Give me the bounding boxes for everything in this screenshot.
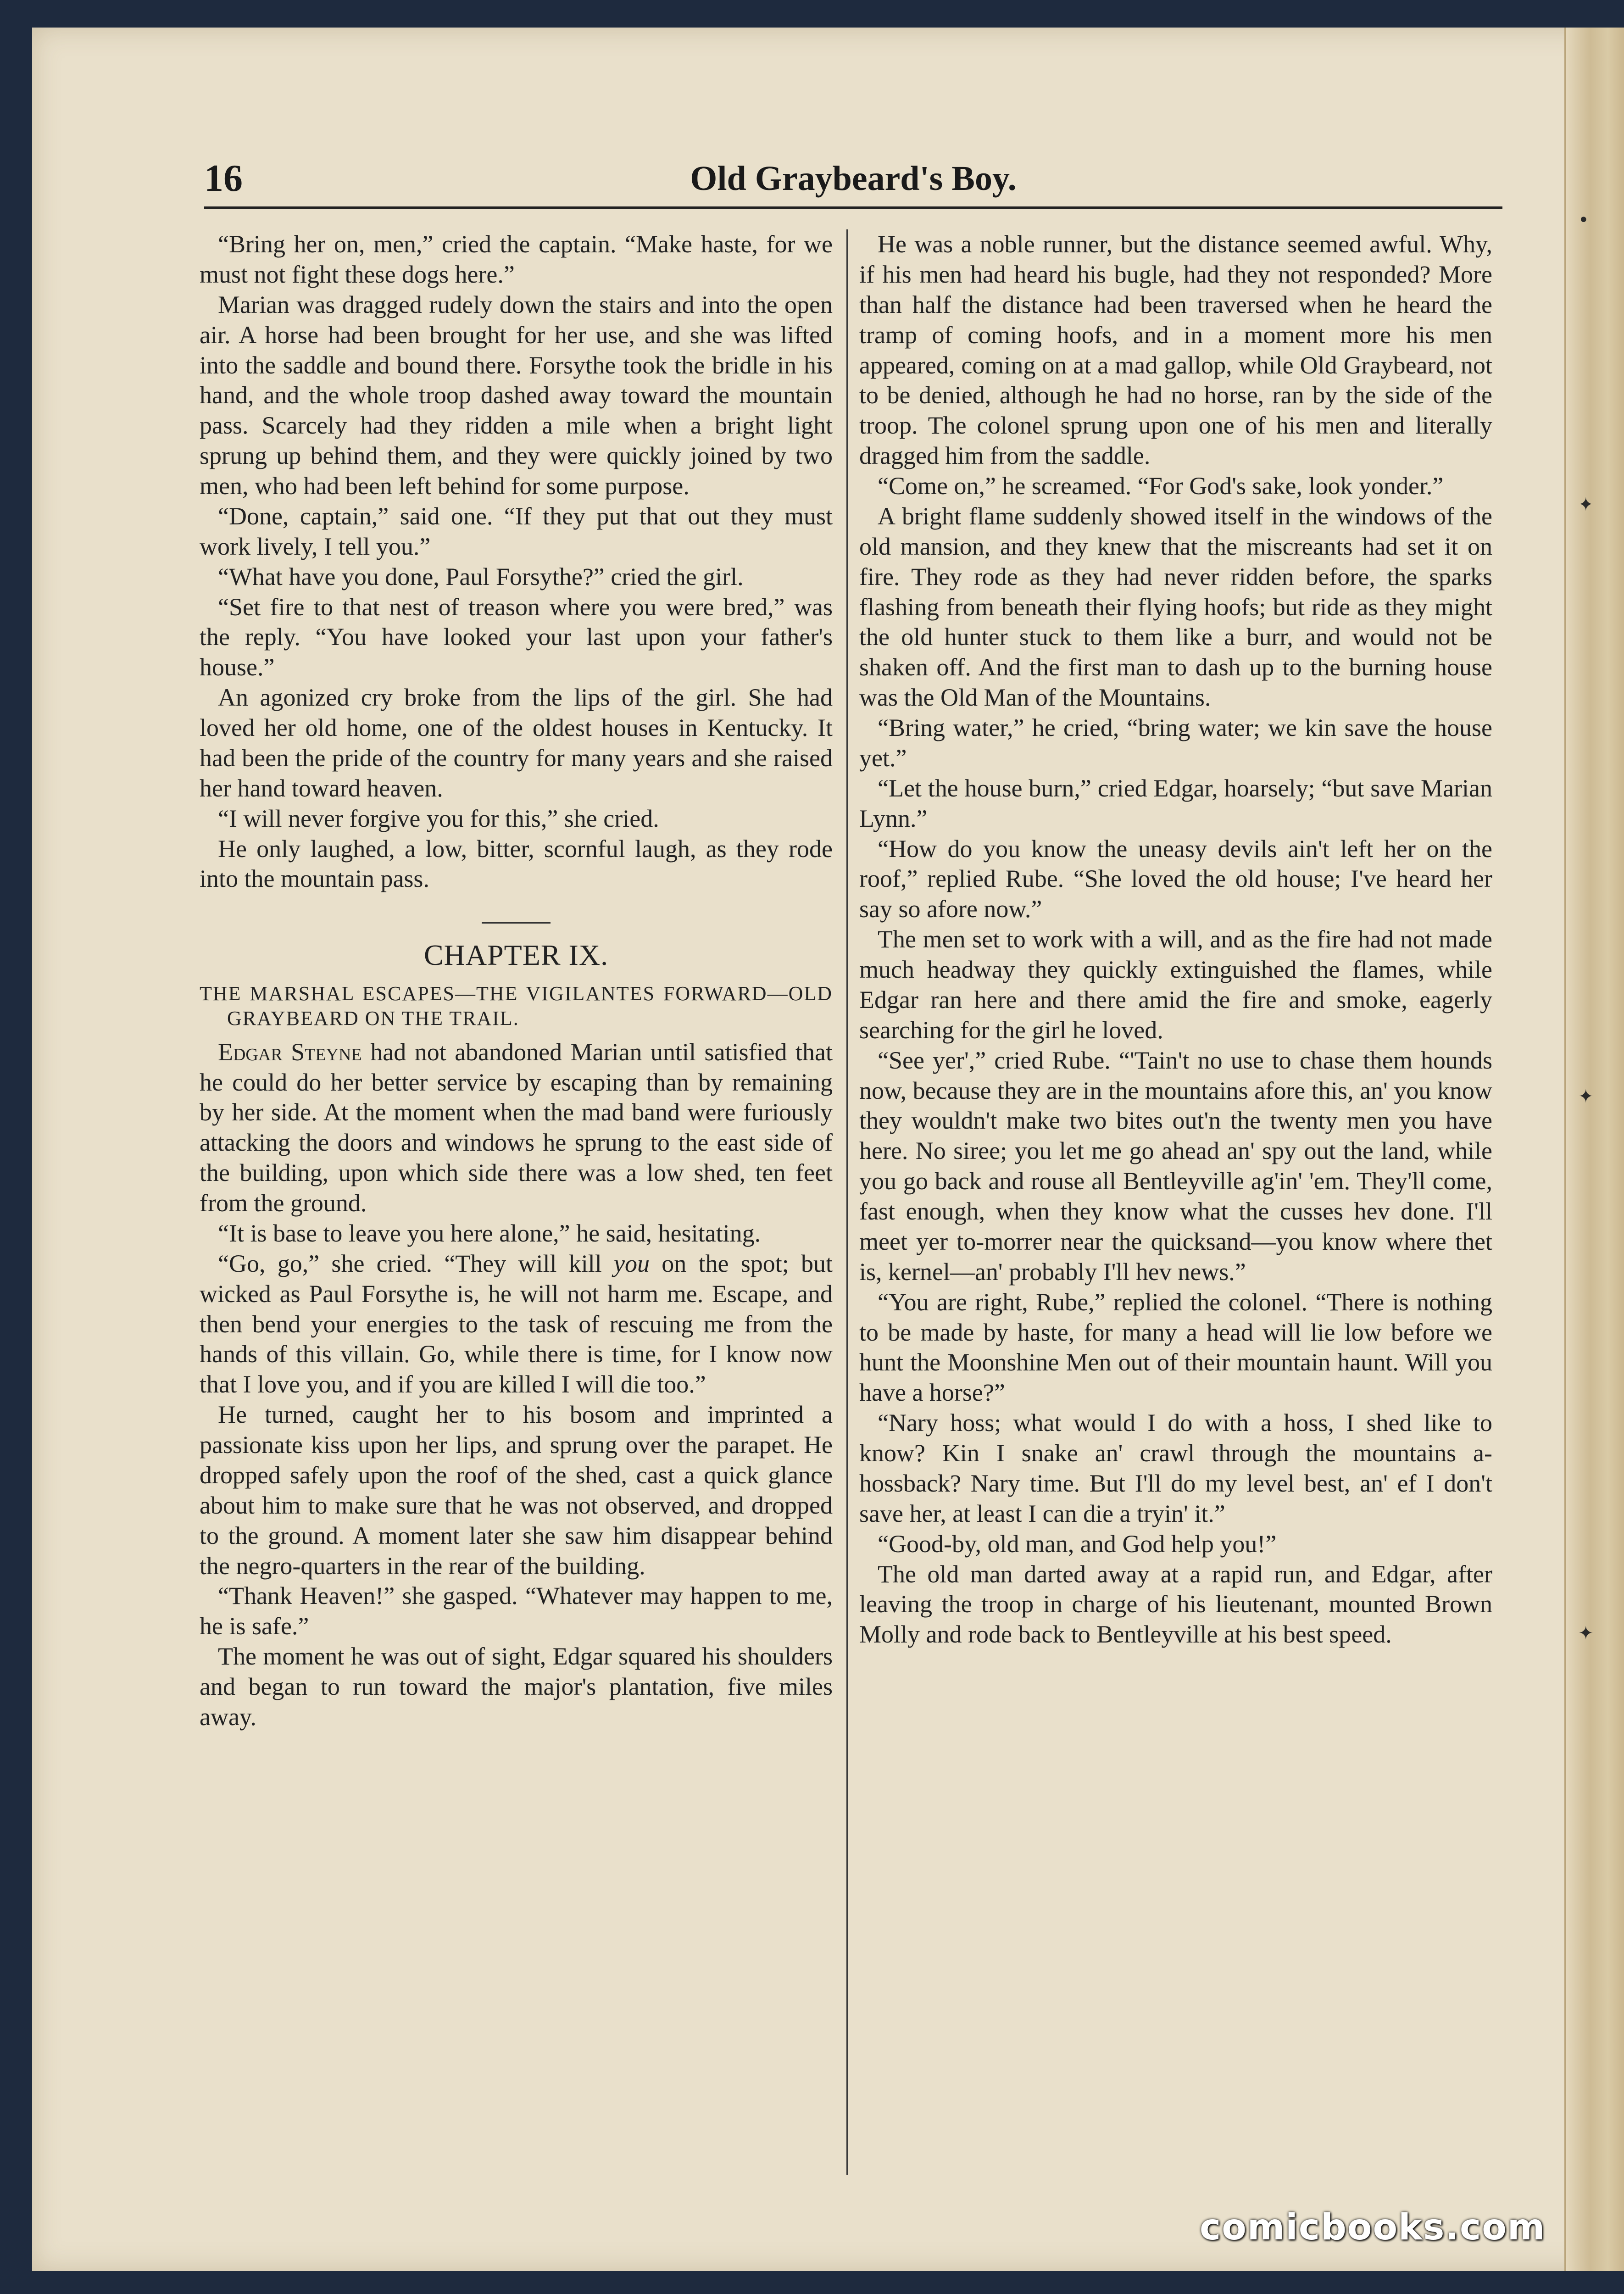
binding-staple-mark: ✦ [1578, 1086, 1594, 1107]
site-watermark: comicbooks.com [1200, 2207, 1546, 2248]
right-column [859, 229, 1492, 2179]
paragraph-text: had not abandoned Marian until satisfied that he could do her better service by escaping than by remaining by her side. At the moment when the mad band were furiously attacking the doors and windows he sprung to the east side of the building, upon which side there was a low shed, ten feet from the ground. [200, 1038, 833, 1217]
paragraph: He was a noble runner, but the distance seemed awful. Why, if his men had heard his bugle, had they not responded? More than half the distance had been traversed when he heard the tramp of coming hoofs, and in a moment more his men appeared, coming on at a mad gallop, while Old Graybeard, not to be denied, although he had no horse, ran by the side of the troop. The colonel sprung upon one of his men and literally dragged him from the saddle. [859, 230, 1492, 470]
emphasis-word: you [614, 1249, 650, 1277]
left-column [200, 229, 833, 2179]
paragraph: “Come on,” he screamed. “For God's sake, look yonder.” [878, 472, 1444, 500]
paragraph-text: “Go, go,” she cried. “They will kill [218, 1249, 614, 1277]
paragraph: “Thank Heaven!” she gasped. “Whatever may happen to me, he is safe.” [200, 1582, 833, 1640]
paragraph: The moment he was out of sight, Edgar squared his shoulders and began to run toward the major's plantation, five miles away. [200, 1643, 833, 1731]
paragraph: Marian was dragged rudely down the stairs and into the open air. A horse had been brought for her use, and she was lifted into the saddle and bound there. Forsythe took the bridle in his hand, and the whole troop dashed away toward the mountain pass. Scarcely had they ridden a mile when a bright light sprung up behind them, and they were quickly joined by two men, who had been left behind for some purpose. [200, 290, 833, 500]
paragraph: “Set fire to that nest of treason where you were bred,” was the reply. “You have looked your last upon your father's house.” [200, 593, 833, 681]
binding-staple-mark: ✦ [1578, 494, 1594, 515]
paragraph [200, 1037, 833, 1219]
paragraph [200, 1249, 833, 1400]
paragraph: He only laughed, a low, bitter, scornful laugh, as they rode into the mountain pass. [200, 835, 833, 893]
running-title: Old Graybeard's Boy. [690, 159, 1017, 198]
paragraph: He turned, caught her to his bosom and imprinted a passionate kiss upon her lips, and sprung over the parapet. He dropped safely upon the roof of the shed, cast a quick glance about him to make sure that he was not observed, and dropped to the ground. A moment later she saw him disappear behind the negro-quarters in the rear of the building. [200, 1401, 833, 1580]
paragraph: “Done, captain,” said one. “If they put that out they must work lively, I tell you.” [200, 502, 833, 560]
paragraph: “Bring water,” he cried, “bring water; we kin save the house yet.” [859, 714, 1492, 772]
page-header [204, 156, 1502, 209]
paragraph: A bright flame suddenly showed itself in the windows of the old mansion, and they knew that the miscreants had set it on fire. They rode as they had never ridden before, the sparks flashing from beneath their flying hoofs; but ride as they might the old hunter stuck to them like a burr, and would not be shaken off. And the first man to dash up to the burning house was the Old Man of the Mountains. [859, 502, 1492, 712]
binding-staple-mark: • [1578, 210, 1589, 231]
binding-staple-mark: ✦ [1578, 1623, 1594, 1644]
column-divider [846, 229, 848, 2175]
paragraph: “How do you know the uneasy devils ain't left her on the roof,” replied Rube. “She loved the old house; I've heard her say so afore now.” [859, 835, 1492, 923]
paragraph: An agonized cry broke from the lips of the girl. She had loved her old home, one of the oldest houses in Kentucky. It had been the pride of the country for many years and she raised her hand toward heaven. [200, 684, 833, 802]
paragraph: “It is base to leave you here alone,” he said, hesitating. [218, 1219, 761, 1247]
paragraph: “Bring her on, men,” cried the captain. “Make haste, for we must not fight these dogs here.” [200, 230, 833, 288]
chapter-subtitle: THE MARSHAL ESCAPES—THE VIGILANTES FORWARD—OLD GRAYBEARD ON THE TRAIL. [200, 982, 833, 1030]
section-divider [482, 922, 551, 924]
paragraph: “What have you done, Paul Forsythe?” cried the girl. [218, 562, 744, 590]
paragraph-text: on the spot; but wicked as Paul Forsythe is, he will not harm me. Escape, and then bend your energies to the task of rescuing me from the hands of this villain. Go, while there is time, for I know now that I love you, and if you are killed I will die too.” [200, 1249, 833, 1398]
lead-in-name: Edgar Steyne [218, 1038, 362, 1066]
paragraph: “You are right, Rube,” replied the colonel. “There is nothing to be made by haste, for many a head will lie low before we hunt the Moonshine Men out of their mountain haunt. Will you have a horse?” [859, 1288, 1492, 1407]
page-stack-edge [1564, 28, 1624, 2271]
paragraph: “See yer',” cried Rube. “'Tain't no use to chase them hounds now, because they are in the mountains afore this, an' you know they wouldn't make two bites out'n the twenty men you have here. No siree; you let me go ahead an' spy out the land, while you go back and rouse all Bentleyville ag'in' 'em. They'll come, fast enough, when they know what the cusses hev done. I'll meet yer to-morrer near the quicksand—you know where thet is, kernel—an' probably I'll hev news.” [859, 1046, 1492, 1286]
paragraph: “Good-by, old man, and God help you!” [878, 1530, 1277, 1558]
chapter-title: CHAPTER IX. [423, 939, 609, 972]
paragraph: The old man darted away at a rapid run, and Edgar, after leaving the troop in charge of his lieutenant, mounted Brown Molly and rode back to Bentleyville at his best speed. [859, 1560, 1492, 1648]
paragraph: “I will never forgive you for this,” she cried. [218, 804, 659, 832]
paragraph: The men set to work with a will, and as the fire had not made much headway they quickly extinguished the flames, while Edgar ran here and there amid the fire and smoke, eagerly searching for the girl he loved. [859, 925, 1492, 1044]
page-number: 16 [204, 157, 243, 200]
paragraph: “Let the house burn,” cried Edgar, hoarsely; “but save Marian Lynn.” [859, 774, 1492, 832]
paragraph: “Nary hoss; what would I do with a hoss, I shed like to know? Kin I snake an' crawl through the mountains a-hossback? Nary time. But I'll do my level best, an' ef I don't save her, at least I can die a tryin' it.” [859, 1409, 1492, 1527]
